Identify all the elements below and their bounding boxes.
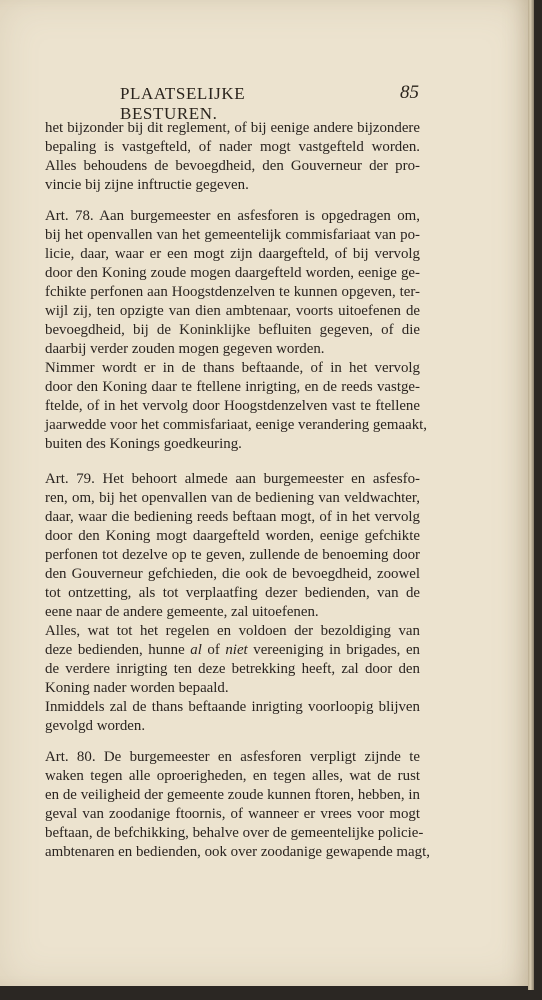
text-line: Koning nader worden bepaald.	[45, 680, 229, 696]
text-line: daar, waar die bediening reeds beftaan mogt, of in het vervolg	[45, 509, 420, 525]
text-fragment: of	[201, 642, 226, 658]
text-line: door den Koning daar te ftellene inrigting, en de reeds vastge-	[45, 379, 420, 395]
text-line: vincie bij zijne inftructie gegeven.	[45, 177, 249, 193]
text-line: tot ontzetting, als tot verplaatfing dezer bedienden, van de	[45, 585, 420, 601]
text-line: ren, om, bij het openvallen van de bediening van veldwachter,	[45, 490, 420, 506]
text-line: licie, daar, waar er een mogt zijn daargefteld, of bij vervolg	[45, 246, 420, 262]
text-line: gevolgd worden.	[45, 718, 146, 734]
running-head: PLAATSELIJKE BESTUREN.	[120, 84, 246, 123]
text-line: eene naar de andere gemeente, zal uitoefenen.	[45, 604, 319, 620]
text-fragment: deze bedienden, hunne	[45, 642, 191, 658]
text-line-with-italics	[45, 641, 420, 660]
text-line: door den Koning mogt daargefteld worden, eenige gefchikte	[45, 528, 420, 544]
text-line: Inmiddels zal de thans beftaande inrigting voorloopig blijven	[45, 699, 420, 715]
text-line: Alles behoudens de bevoegdheid, den Gouverneur der pro-	[45, 158, 420, 174]
text-line: buiten des Konings goedkeuring.	[45, 436, 242, 452]
text-line: wijl zij, ten opzigte van dien ambtenaar, voorts uitoefenen de	[45, 303, 420, 319]
page-header	[0, 80, 542, 123]
text-line: perfonen tot dezelve op te geven, zullende de benoeming door	[45, 547, 420, 563]
text-line: bepaling is vastgefteld, of nader mogt vastgefteld worden.	[45, 139, 420, 155]
italic-word: niet	[225, 642, 248, 658]
article-79-line: Art. 79. Het behoort almede aan burgemeester en asfesfo-	[45, 471, 420, 487]
article-80-line: Art. 80. De burgemeester en asfesforen verpligt zijnde te	[45, 749, 420, 765]
text-line: waken tegen alle oproerigheden, en tegen alles, wat de rust	[45, 768, 420, 784]
text-line: jaarwedde voor het commisfariaat, eenige verandering gemaakt,	[45, 417, 428, 433]
body-text	[45, 119, 430, 862]
text-line: de verdere inrigting ten deze betrekking heeft, zal door den	[45, 661, 420, 677]
text-line: ambtenaren en bedienden, ook over zoodanige gewapende magt,	[45, 844, 430, 860]
text-line: den Gouverneur gefchieden, die ook de bevoegdheid, zoowel	[45, 566, 420, 582]
text-line: daarbij verder zouden mogen gegeven worden.	[45, 341, 325, 357]
article-78-line: Art. 78. Aan burgemeester en asfesforen is opgedragen om,	[45, 208, 420, 224]
text-line: Alles, wat tot het regelen en voldoen der bezoldiging van	[45, 623, 420, 639]
text-line: en de veiligheid der gemeente zoude kunnen ftoren, hebben, in	[45, 787, 420, 803]
text-line: bevoegdheid, bij de Koninklijke befluiten gegeven, of die	[45, 322, 420, 338]
text-line: geval van zoodanige ftoornis, of wanneer er vrees voor mogt	[45, 806, 420, 822]
text-fragment: vereeniging in brigades, en	[247, 642, 421, 658]
text-line: fchikte perfonen aan Hoogstdenzelven te kunnen opgeven, ter-	[45, 284, 420, 300]
text-line: door den Koning zoude mogen daargefteld worden, eenige ge-	[45, 265, 420, 281]
page-edge	[528, 0, 534, 990]
text-line: het bijzonder bij dit reglement, of bij eenige andere bijzondere	[45, 120, 420, 136]
text-line: ftelde, of in het vervolg door Hoogstdenzelven vast te ftellene	[45, 398, 420, 414]
page-number: 85	[400, 82, 419, 103]
text-line: Nimmer wordt er in de thans beftaande, of in het vervolg	[45, 360, 420, 376]
text-line: beftaan, de befchikking, behalve over de gemeentelijke policie-	[45, 825, 424, 841]
text-line: bij het openvallen van het gemeentelijk commisfariaat van po-	[45, 227, 420, 243]
italic-word: al	[190, 642, 202, 658]
